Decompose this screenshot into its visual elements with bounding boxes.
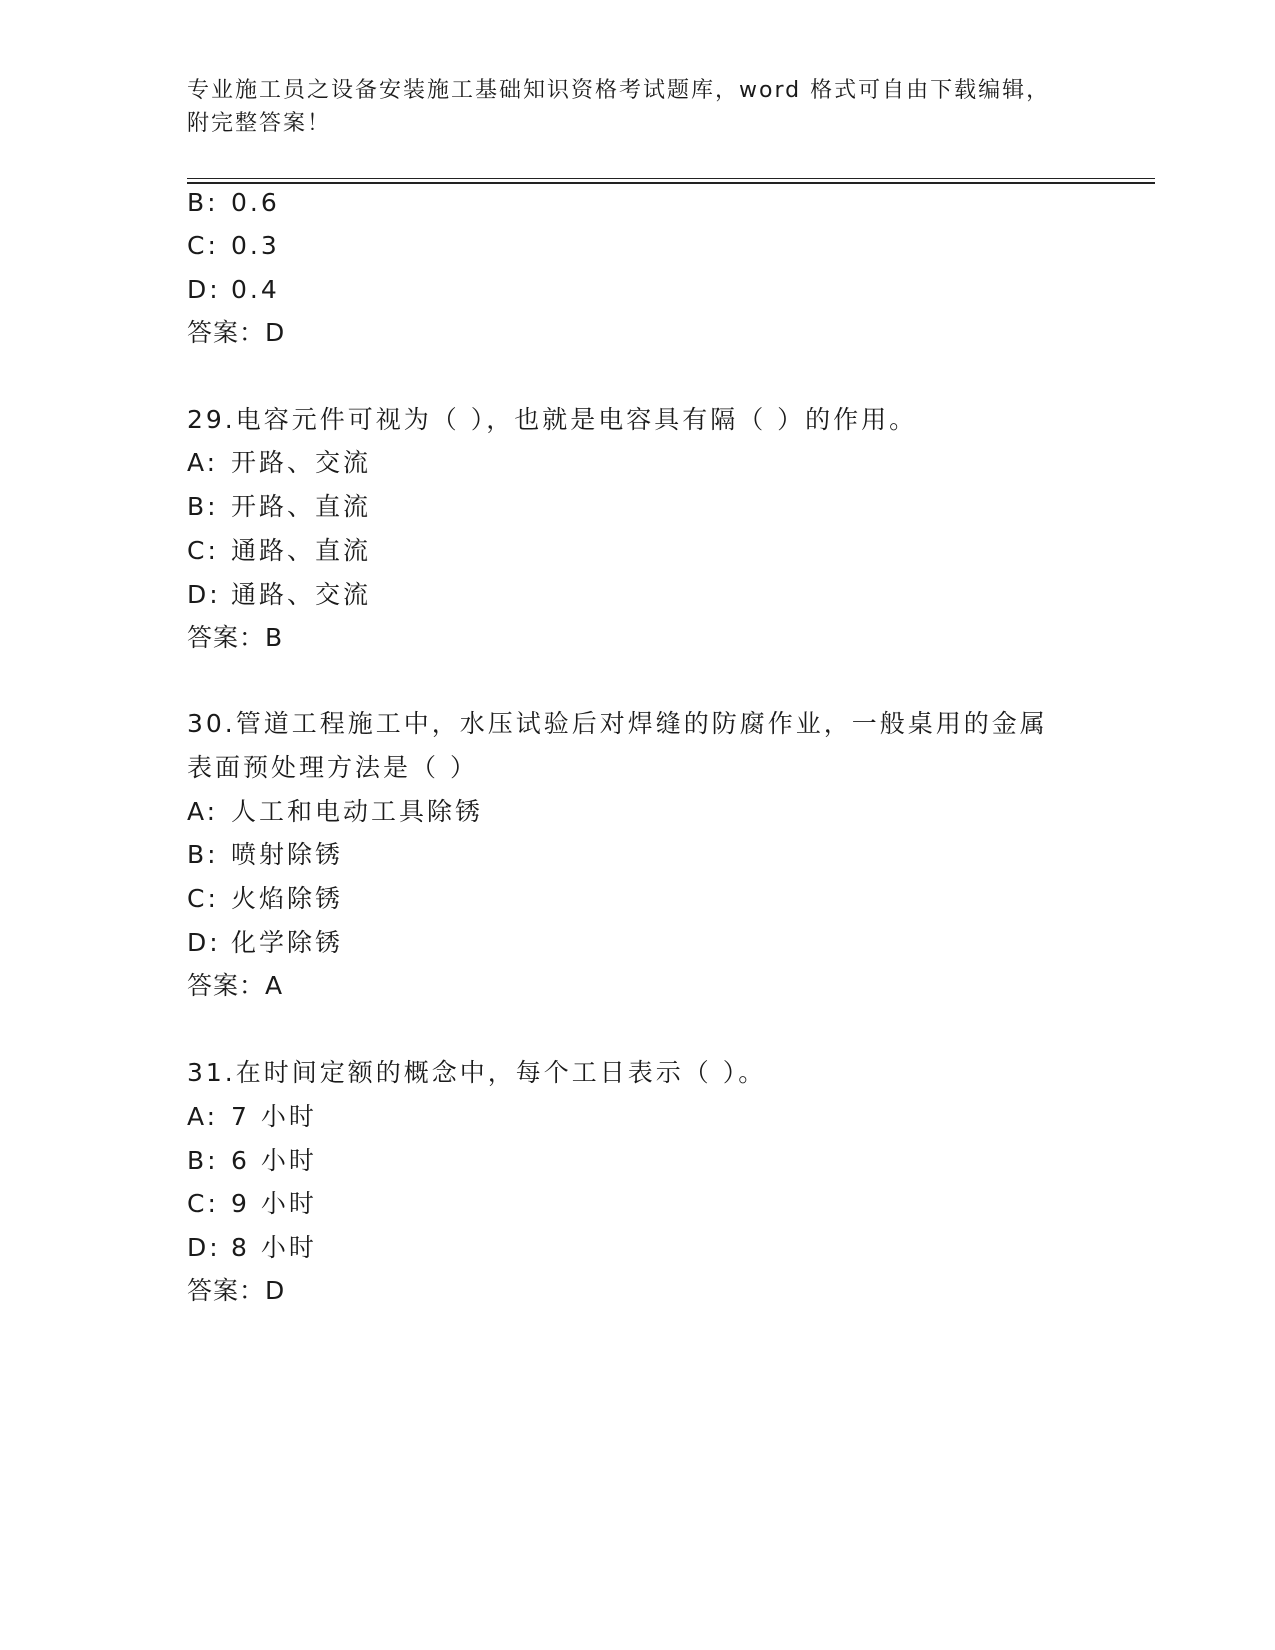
- question-stem: 30.管道工程施工中，水压试验后对焊缝的防腐作业，一般桌用的金属: [187, 709, 1048, 738]
- answer-line: 答案：D: [187, 1276, 286, 1305]
- option-key: A:: [187, 1102, 219, 1131]
- option-key: C:: [187, 884, 219, 913]
- answer-line: 答案：B: [187, 623, 284, 652]
- option-key: D:: [187, 580, 221, 609]
- option-key: D:: [187, 928, 221, 957]
- option-text: 6 小时: [231, 1146, 317, 1175]
- option-row: [187, 884, 343, 914]
- option-row: [187, 797, 483, 827]
- option-row: [187, 1233, 317, 1263]
- header-divider-thick: [187, 182, 1155, 184]
- option-key: B:: [187, 188, 219, 217]
- option-row: [187, 1102, 317, 1132]
- option-row: [187, 231, 280, 261]
- option-key: B:: [187, 1146, 219, 1175]
- option-text: 7 小时: [231, 1102, 317, 1131]
- option-key: C:: [187, 1189, 219, 1218]
- option-row: [187, 928, 343, 958]
- option-text: 9 小时: [231, 1189, 317, 1218]
- question-stem: 31.在时间定额的概念中，每个工日表示（ ）。: [187, 1058, 767, 1087]
- option-row: [187, 275, 280, 305]
- answer-line: 答案：A: [187, 971, 284, 1000]
- option-text: 8 小时: [231, 1233, 317, 1262]
- option-text: 喷射除锈: [231, 840, 344, 869]
- option-row: [187, 492, 371, 522]
- option-text: 化学除锈: [231, 928, 344, 957]
- answer-line: 答案：D: [187, 318, 286, 347]
- option-key: D:: [187, 1233, 221, 1262]
- option-key: A:: [187, 448, 219, 477]
- question-stem: 29.电容元件可视为（ ），也就是电容具有隔（ ）的作用。: [187, 405, 918, 434]
- option-text: 人工和电动工具除锈: [231, 797, 484, 826]
- option-text: 开路、交流: [231, 448, 372, 477]
- option-row: [187, 840, 343, 870]
- option-text: 通路、直流: [231, 536, 372, 565]
- option-text: 0.4: [231, 275, 280, 304]
- option-text: 0.6: [231, 188, 280, 217]
- option-text: 通路、交流: [231, 580, 372, 609]
- option-row: [187, 188, 280, 218]
- option-key: B:: [187, 492, 219, 521]
- option-key: A:: [187, 797, 219, 826]
- header-line-2: 附完整答案！: [187, 111, 332, 136]
- option-text: 火焰除锈: [231, 884, 344, 913]
- option-row: [187, 448, 371, 478]
- option-key: B:: [187, 840, 219, 869]
- header-line-1: 专业施工员之设备安装施工基础知识资格考试题库，word 格式可自由下载编辑，: [187, 78, 1051, 103]
- option-key: D:: [187, 275, 221, 304]
- option-row: [187, 1146, 317, 1176]
- option-text: 0.3: [231, 231, 280, 260]
- option-text: 开路、直流: [231, 492, 372, 521]
- question-stem-continued: 表面预处理方法是（ ）: [187, 753, 478, 782]
- option-key: C:: [187, 536, 219, 565]
- header-divider-thin: [187, 178, 1155, 179]
- option-row: [187, 580, 371, 610]
- option-row: [187, 1189, 317, 1219]
- document-header: [187, 74, 1087, 140]
- option-key: C:: [187, 231, 219, 260]
- option-row: [187, 536, 371, 566]
